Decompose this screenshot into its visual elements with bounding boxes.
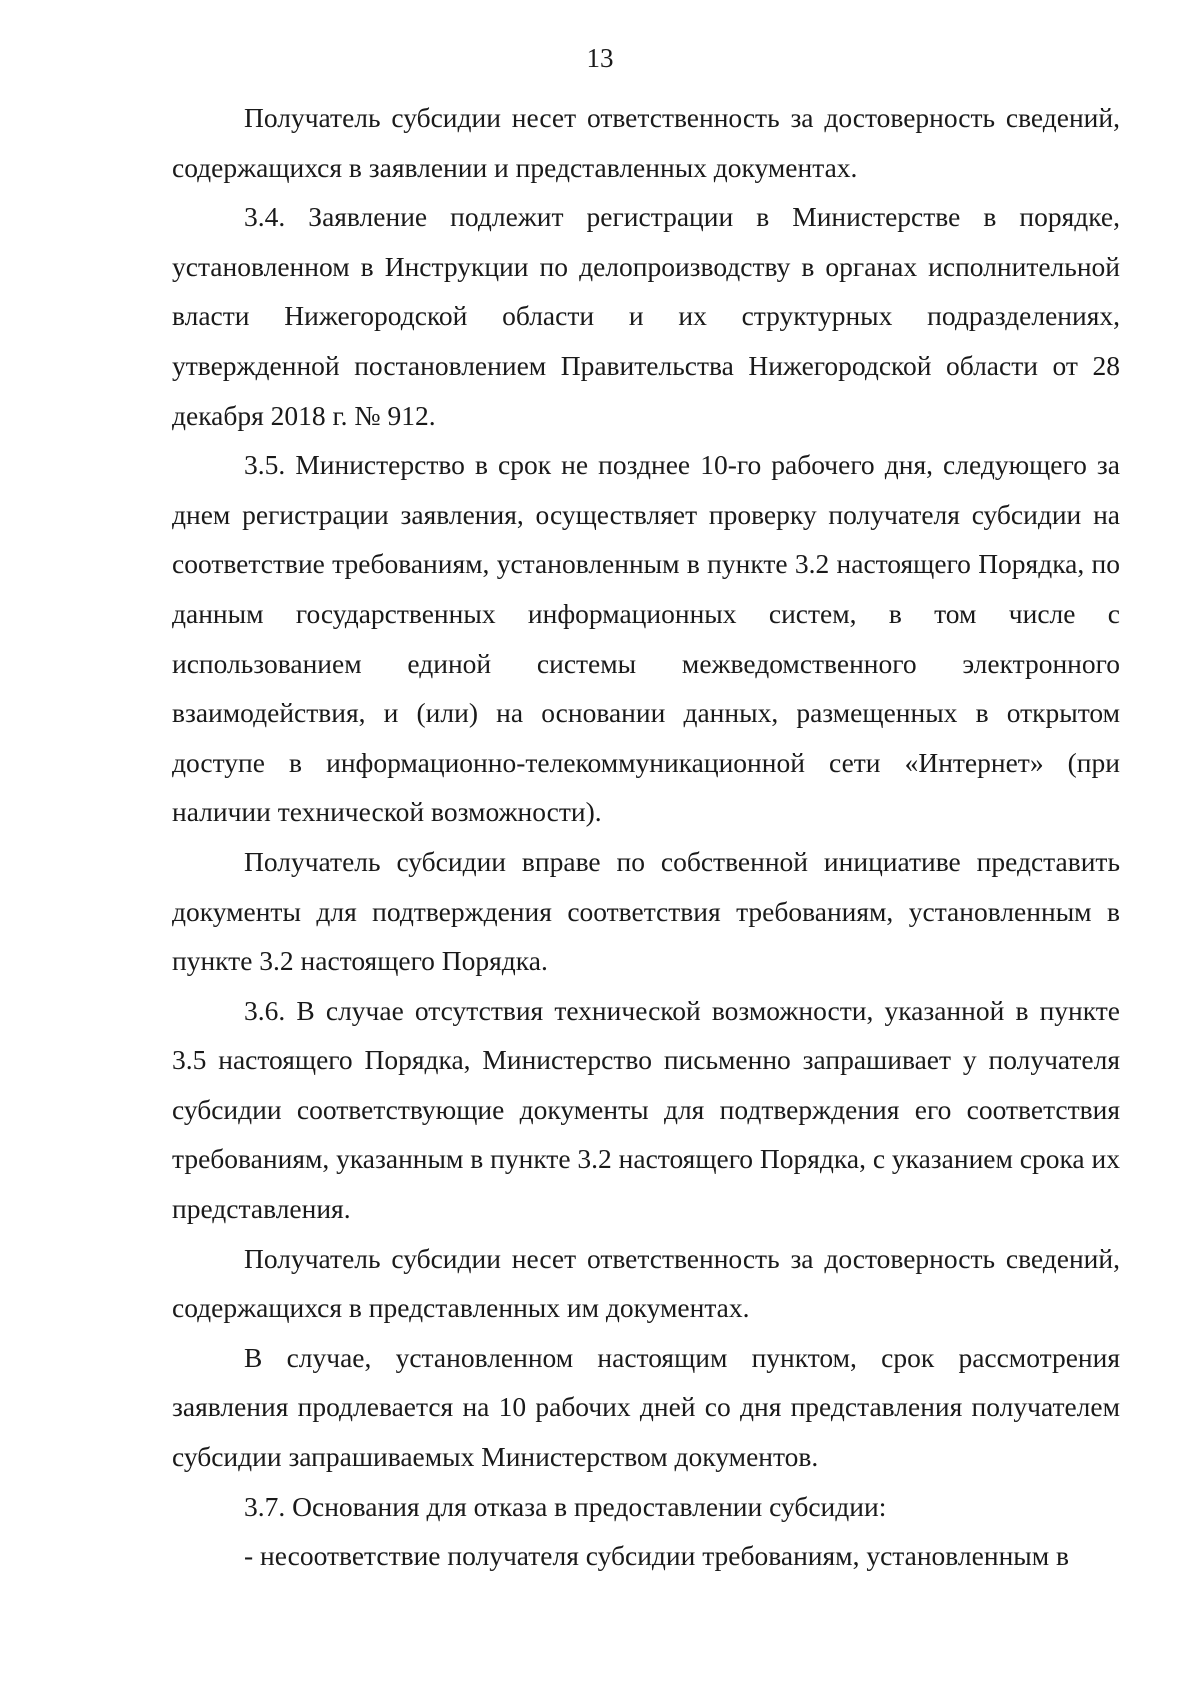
document-body	[172, 93, 1120, 1581]
paragraph-term-extension: В случае, установленном настоящим пунктом, срок рассмотрения заявления продлевается на 10 рабочих дней со дня представления получателем субсидии запрашиваемых Министерством документов.	[172, 1341, 1120, 1473]
paragraph-3-6-request: 3.6. В случае отсутствия технической возможности, указанной в пункте 3.5 настоящего Порядка, Министерство письменно запрашивает у получателя субсидии соответствующие документы для подтверждения его соответствия требованиям, указанным в пункте 3.2 настоящего Порядка, с указанием срока их представления.	[172, 994, 1120, 1225]
paragraph-3-7-refusal-grounds: 3.7. Основания для отказа в предоставлении субсидии:	[244, 1490, 887, 1522]
paragraph-refusal-item: - несоответствие получателя субсидии требованиям, установленным в	[244, 1540, 1070, 1572]
paragraph-recipient-responsibility: Получатель субсидии несет ответственность за достоверность сведений, содержащихся в заявлении и представленных документах.	[172, 102, 1120, 183]
paragraph-recipient-initiative: Получатель субсидии вправе по собственной инициативе представить документы для подтверждения соответствия требованиям, установленным в пункте 3.2 настоящего Порядка.	[172, 845, 1120, 977]
paragraph-recipient-responsibility-2: Получатель субсидии несет ответственность за достоверность сведений, содержащихся в представленных им документах.	[172, 1242, 1120, 1324]
page-number: 13	[586, 43, 614, 73]
paragraph-3-4-registration: 3.4. Заявление подлежит регистрации в Министерстве в порядке, установленном в Инструкции по делопроизводству в органах исполнительной власти Нижегородской области и их структурных подразделениях, утвержденной постановлением Правительства Нижегородской области от 28 декабря 2018 г. № 912.	[172, 201, 1120, 431]
paragraph-3-5-verification: 3.5. Министерство в срок не позднее 10-го рабочего дня, следующего за днем регистрации заявления, осуществляет проверку получателя субсидии на соответствие требованиям, установленным в пункте 3.2 настоящего Порядка, по данным государственных информационных систем, в том числе с использованием единой системы межведомственного электронного взаимодействия, и (или) на основании данных, размещенных в открытом доступе в информационно-телекоммуникационной сети «Интернет» (при наличии технической возможности).	[172, 449, 1120, 828]
